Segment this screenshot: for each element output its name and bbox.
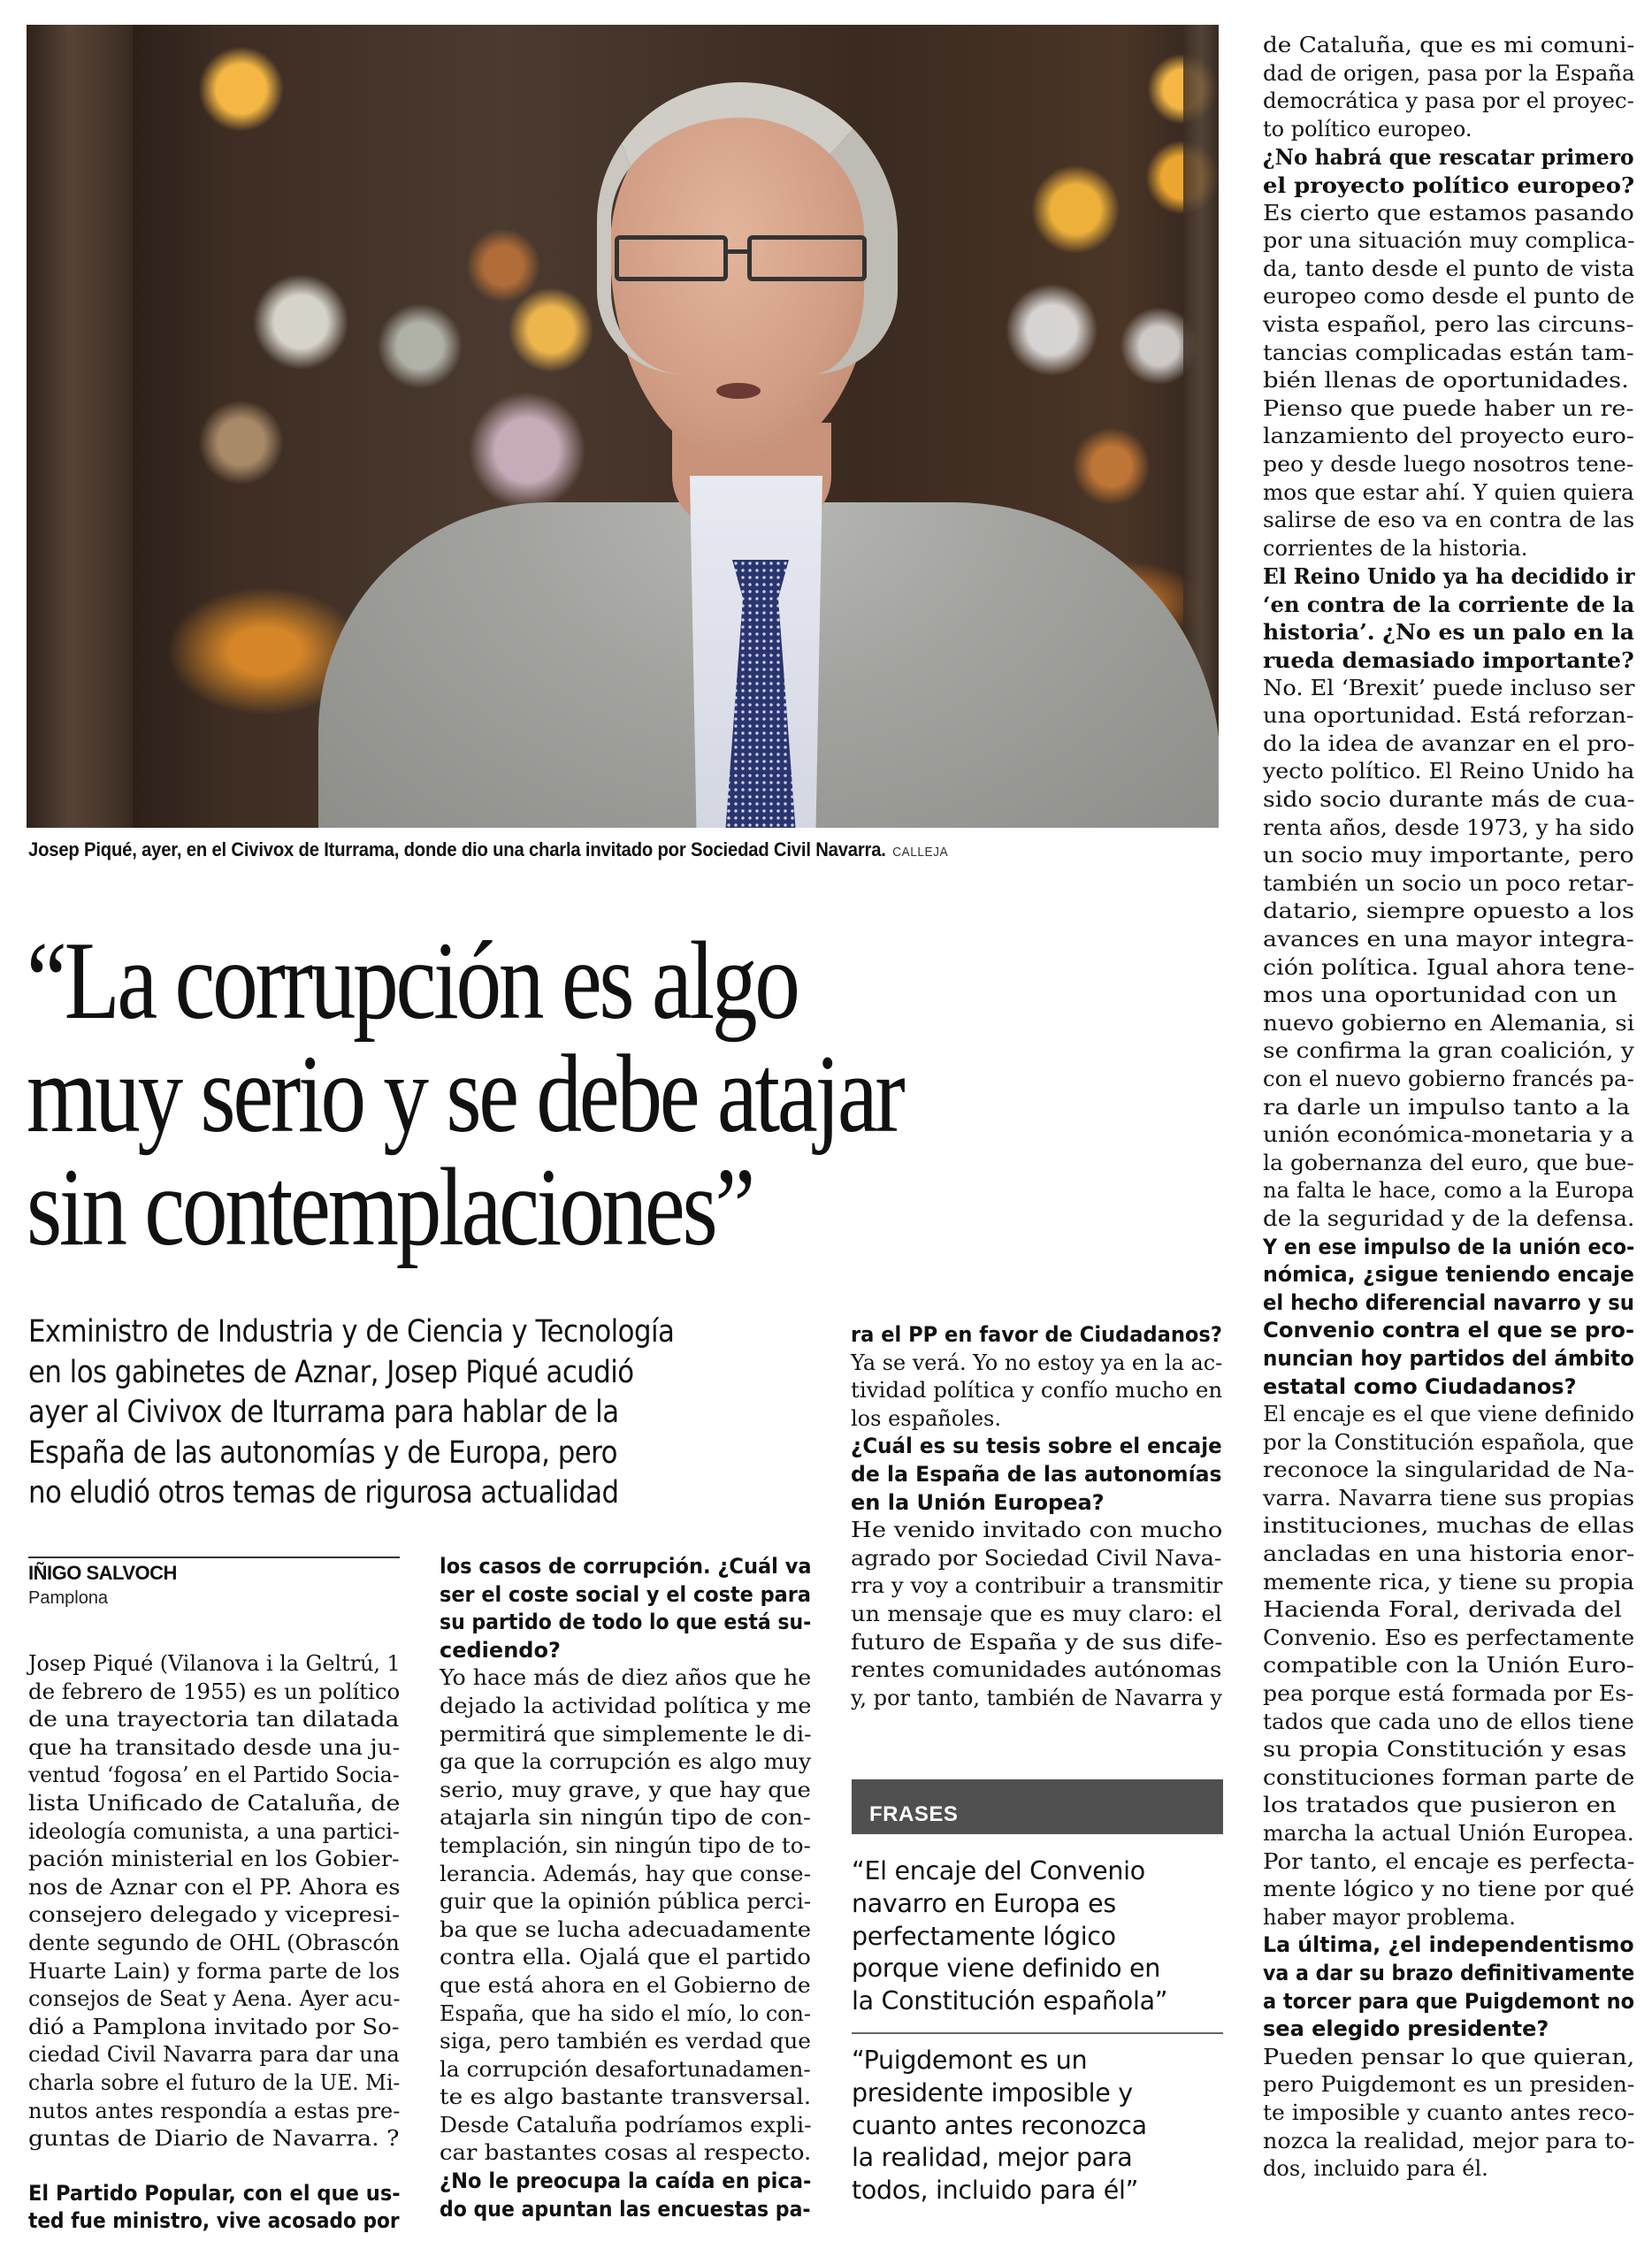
body-line: yecto político. El Reino Unido ha [1263, 759, 1635, 784]
body-line: nutos antes respondía a estas pre- [28, 2098, 401, 2123]
body-line: constituciones forman parte de [1263, 1764, 1635, 1790]
body-line: Pienso que puede haber un re- [1263, 395, 1634, 421]
article-column-2 [440, 1553, 811, 2223]
quote-line: presidente imposible y [852, 2077, 1133, 2107]
body-line: guntas de Diario de Navarra. ? [28, 2126, 400, 2152]
body-line: vista español, pero las circuns- [1263, 311, 1634, 337]
body-line: los españoles. [851, 1405, 1001, 1431]
quote-line: porque viene definido en [852, 1954, 1161, 1984]
question-line: ¿Cuál es su tesis sobre el encaje [851, 1434, 1222, 1459]
quote-line: “El encaje del Convenio [852, 1856, 1145, 1885]
body-line: nozca la realidad, mejor para to- [1263, 2128, 1635, 2153]
lead-line: en los gabinetes de Aznar, Josep Piqué acudió [28, 1354, 634, 1390]
article-column-4 [1263, 32, 1634, 2184]
body-line: una oportunidad. Está reforzan- [1263, 703, 1634, 729]
body-line: serio, muy grave, y que hay que [440, 1777, 811, 1802]
headline-line: “La corrupción es algo [27, 920, 798, 1043]
quote-line: perfectamente lógico [852, 1921, 1116, 1951]
question-line: va a dar su brazo definitivamente [1263, 1960, 1635, 1985]
body-line: también un socio un poco retar- [1263, 870, 1634, 896]
question-line: los casos de corrupción. ¿Cuál va [440, 1554, 812, 1579]
question-line: historia’. ¿No es un palo en la [1263, 619, 1634, 646]
body-line: da, tanto desde el punto de vista [1263, 256, 1635, 281]
body-line: templación, sin ningún tipo de to- [440, 1832, 811, 1858]
body-line: ra darle un impulso tanto a la [1263, 1094, 1631, 1120]
body-line: renta años, desde 1973, y ha sido [1263, 815, 1635, 840]
question-line: ¿No le preocupa la caída en pica- [440, 2168, 812, 2194]
body-line: sido socio durante más de cua- [1263, 787, 1635, 813]
body-line: Pueden pensar lo que quieran, [1263, 2044, 1635, 2069]
body-line: agrado por Sociedad Civil Nava- [851, 1545, 1222, 1571]
glasses-bridge [726, 249, 749, 254]
body-line: El encaje es el que viene definido [1263, 1402, 1635, 1427]
glasses-lens-left [615, 235, 728, 281]
body-line: ancladas en una historia enor- [1263, 1541, 1635, 1567]
pull-quote-1 [852, 1855, 1228, 2018]
body-line: un mensaje que es muy claro: el [851, 1601, 1222, 1626]
body-line: la gobernanza del euro, que bue- [1263, 1150, 1634, 1175]
body-line: lanzamiento del proyecto euro- [1263, 424, 1634, 449]
body-line: un socio muy importante, pero [1263, 843, 1634, 868]
question-line: Y en ese impulso de la unión eco- [1263, 1234, 1635, 1259]
body-line: Ya se verá. Yo no estoy ya en la ac- [851, 1350, 1223, 1375]
body-line: mente lógico y no tiene por qué [1263, 1877, 1635, 1902]
body-line: de una trayectoria tan dilatada [28, 1707, 400, 1732]
body-line: He venido invitado con mucho [851, 1518, 1223, 1543]
body-line: bién llenas de oportunidades. [1263, 368, 1629, 394]
article-column-3 [851, 1321, 1222, 1712]
article-column-1 [28, 1650, 400, 2236]
question-line: de la España de las autonomías [851, 1461, 1222, 1487]
body-line: consejos de Seat y Aena. Ayer acu- [28, 1986, 401, 2012]
photo-caption [28, 838, 948, 861]
question-line: el proyecto político europeo? [1263, 172, 1635, 198]
question-line: ‘en contra de la corriente de la [1263, 591, 1635, 617]
body-line: Por tanto, el encaje es perfecta- [1263, 1848, 1635, 1874]
caption-text: Josep Piqué, ayer, en el Civivox de Iturrama, donde dio una charla invitado por Sociedad Civil Navarra. [28, 838, 886, 860]
body-line: na falta le hace, como a la Europa [1263, 1178, 1634, 1204]
question-line: El Reino Unido ya ha decidido ir [1263, 563, 1635, 590]
photo-credit: CALLEJA [892, 845, 949, 860]
question-line: sea elegido presidente? [1263, 2016, 1549, 2042]
body-line: salirse de eso va en contra de las [1263, 508, 1635, 533]
body-line: corrientes de la historia. [1263, 535, 1528, 561]
body-line: ba que se lucha adecuadamente [440, 1916, 812, 1942]
body-line: de Cataluña, que es mi comuni- [1263, 33, 1635, 57]
body-line: futuro de España y de sus dife- [851, 1629, 1223, 1655]
body-line: compatible con la Unión Euro- [1263, 1653, 1634, 1679]
body-line: ciedad Civil Navarra para dar una [28, 2042, 400, 2068]
pull-quote-2 [852, 2045, 1228, 2207]
question-line: ser el coste social y el coste para [440, 1581, 811, 1607]
quote-divider [852, 2032, 1223, 2034]
question-line: rueda demasiado importante? [1263, 647, 1634, 674]
body-line: datario, siempre opuesto a los [1263, 899, 1634, 924]
glasses [615, 235, 880, 284]
body-line: do la idea de avanzar en el pro- [1263, 730, 1635, 756]
body-line: y, por tanto, también de Navarra y [851, 1685, 1222, 1710]
question-line: ted fue ministro, vive acosado por [28, 2208, 400, 2234]
body-line: memente rica, y tiene su propia [1263, 1569, 1634, 1595]
question-line: do que apuntan las encuestas pa- [440, 2196, 811, 2222]
question-line: el hecho diferencial navarro y su [1263, 1289, 1634, 1315]
photo-background-pillar [27, 25, 133, 828]
body-line: Yo hace más de diez años que he [440, 1665, 812, 1691]
byline-author: IÑIGO SALVOCH [28, 1562, 177, 1584]
body-line: de febrero de 1955) es un político [28, 1679, 401, 1704]
body-line: varra. Navarra tiene sus propias [1263, 1485, 1635, 1511]
question-line: El Partido Popular, con el que us- [28, 2180, 401, 2206]
lead-line: España de las autonomías y de Europa, pero [28, 1434, 617, 1471]
body-line: dos, incluido para él. [1263, 2156, 1488, 2182]
body-line: por la Constitución española, que [1263, 1429, 1634, 1455]
article-photo [27, 25, 1219, 828]
body-line: de la seguridad y de la defensa. [1263, 1205, 1635, 1231]
body-line: to político europeo. [1263, 116, 1472, 142]
body-line: No. El ‘Brexit’ puede incluso ser [1263, 675, 1635, 700]
hair [597, 82, 898, 374]
photo-subject [318, 87, 1219, 828]
body-line: peo y desde luego nosotros tene- [1263, 451, 1634, 477]
body-line: mos una oportunidad con un [1263, 983, 1618, 1008]
body-line: democrática y pasa por el proyec- [1263, 88, 1634, 114]
body-line: dad de origen, pasa por la España [1263, 60, 1635, 86]
question-line: La última, ¿el independentismo [1263, 1932, 1634, 1958]
body-line: Desde Cataluña podríamos expli- [440, 2112, 812, 2138]
body-line: dente segundo de OHL (Obrascón [28, 1930, 400, 1955]
body-line: Convenio. Eso es perfectamente [1263, 1625, 1635, 1650]
body-line: con el nuevo gobierno francés pa- [1263, 1066, 1634, 1091]
body-line: mos que estar ahí. Y quien quiera [1263, 479, 1634, 505]
body-line: rra y voy a contribuir a transmitir [851, 1573, 1223, 1599]
question-line: ra el PP en favor de Ciudadanos? [851, 1322, 1222, 1347]
body-line: haber mayor problema. [1263, 1904, 1516, 1930]
question-line: estatal como Ciudadanos? [1263, 1373, 1577, 1399]
lead-line: no eludió otros temas de rigurosa actualidad [28, 1475, 619, 1511]
body-line: pea porque está formada por Es- [1263, 1681, 1634, 1707]
body-line: ción política. Igual ahora tene- [1263, 954, 1635, 980]
body-line: reconoce la singularidad de Na- [1263, 1457, 1635, 1483]
body-line: Josep Piqué (Vilanova i la Geltrú, 1 [28, 1651, 401, 1676]
lead-paragraph [28, 1312, 815, 1514]
body-line: consejero delegado y vicepresi- [28, 1902, 400, 1928]
body-line: permitirá que simplemente le di- [440, 1721, 812, 1747]
quote-line: “Puigdemont es un [852, 2046, 1088, 2075]
body-line: lerancia. Además, hay que conse- [440, 1861, 811, 1886]
body-line: por una situación muy complica- [1263, 228, 1635, 254]
question-line: ¿No habrá que rescatar primero [1263, 144, 1634, 171]
body-line: tancias complicadas están tam- [1263, 340, 1634, 365]
body-line: charla sobre el futuro de la UE. Mi- [28, 2069, 401, 2095]
body-line: España, que ha sido el mío, lo con- [440, 2000, 811, 2026]
body-line: pero Puigdemont es un presiden- [1263, 2072, 1635, 2098]
body-line: pación ministerial en los Gobier- [28, 1847, 400, 1872]
body-line: Es cierto que estamos pasando [1263, 200, 1634, 226]
question-line: cediendo? [440, 1637, 561, 1663]
body-line: la corrupción desafortunadamen- [440, 2056, 811, 2082]
body-line: ideología comunista, a una partici- [28, 1818, 400, 1844]
body-line: los tratados que pusieron en [1263, 1793, 1617, 1818]
body-line: dejado la actividad política y me [440, 1693, 812, 1718]
body-line: guir que la opinión pública perci- [440, 1889, 812, 1915]
lead-line: Exministro de Industria y de Ciencia y Tecnología [28, 1314, 675, 1350]
body-line: unión económica-monetaria y a [1263, 1122, 1634, 1148]
body-line: ventud ‘fogosa’ en el Partido Socia- [28, 1763, 400, 1788]
quote-line: la realidad, mejor para [852, 2143, 1133, 2173]
headline-line: muy serio y se debe atajar [27, 1033, 903, 1156]
quote-line: la Constitución española” [852, 1986, 1168, 2016]
body-line: te imposible y cuanto antes reco- [1263, 2100, 1635, 2125]
body-line: marcha la actual Unión Europea. [1263, 1821, 1634, 1846]
body-line: tividad política y confío mucho en [851, 1378, 1223, 1404]
question-line: a torcer para que Puigdemont no [1263, 1988, 1635, 2014]
question-line: en la Unión Europea? [851, 1489, 1105, 1515]
body-line: europeo como desde el punto de [1263, 284, 1635, 310]
body-line: Huarte Lain) y forma parte de los [28, 1958, 401, 1984]
body-line: avances en una mayor integra- [1263, 927, 1634, 952]
body-line: lista Unificado de Cataluña, de [28, 1790, 401, 1816]
body-line: atajarla sin ningún tipo de con- [440, 1805, 812, 1831]
body-line: dió a Pamplona invitado por So- [28, 2014, 400, 2039]
body-line: que está ahora en el Gobierno de [440, 1972, 811, 1998]
body-line: tados que cada uno de ellos tiene [1263, 1709, 1634, 1734]
glasses-lens-right [747, 235, 867, 281]
body-line: siga, pero también es verdad que [440, 2029, 811, 2054]
quote-line: todos, incluido para él” [852, 2176, 1139, 2206]
question-line: Convenio contra el que se pro- [1263, 1318, 1635, 1343]
question-line: nuncian hoy partidos del ámbito [1263, 1345, 1634, 1371]
byline-place: Pamplona [28, 1588, 109, 1608]
body-line: nuevo gobierno en Alemania, si [1263, 1010, 1635, 1036]
frases-header [852, 1779, 1223, 1834]
body-line: Hacienda Foral, derivada del [1263, 1597, 1622, 1623]
mouth [716, 383, 761, 399]
body-line: te es algo bastante transversal. [440, 2084, 812, 2110]
headline-line: sin contemplaciones” [27, 1146, 753, 1269]
lead-line: ayer al Civivox de Iturrama para hablar de la [28, 1395, 619, 1430]
quote-line: navarro en Europa es [852, 1888, 1116, 1918]
body-line: instituciones, muchas de ellas [1263, 1513, 1635, 1539]
body-line: se confirma la gran coalición, y [1263, 1038, 1634, 1064]
body-line: su propia Constitución y esas [1263, 1737, 1627, 1763]
body-line: rentes comunidades autónomas [851, 1657, 1222, 1683]
headline [27, 920, 1230, 1269]
body-line: car bastantes cosas al respecto. [440, 2140, 812, 2166]
body-line: que ha transitado desde una ju- [28, 1734, 401, 1760]
frases-title: FRASES [869, 1802, 959, 1826]
byline-rule [28, 1556, 400, 1558]
body-line: ga que la corrupción es algo muy [440, 1749, 812, 1775]
question-line: su partido de todo lo que está su- [440, 1610, 812, 1635]
paragraph-gap [28, 2153, 400, 2180]
body-line: nos de Aznar con el PP. Ahora es [28, 1874, 401, 1900]
quote-line: cuanto antes reconozca [852, 2110, 1147, 2140]
question-line: nómica, ¿sigue teniendo encaje [1263, 1262, 1634, 1288]
body-line: contra ella. Ojalá que el partido [440, 1945, 811, 1970]
